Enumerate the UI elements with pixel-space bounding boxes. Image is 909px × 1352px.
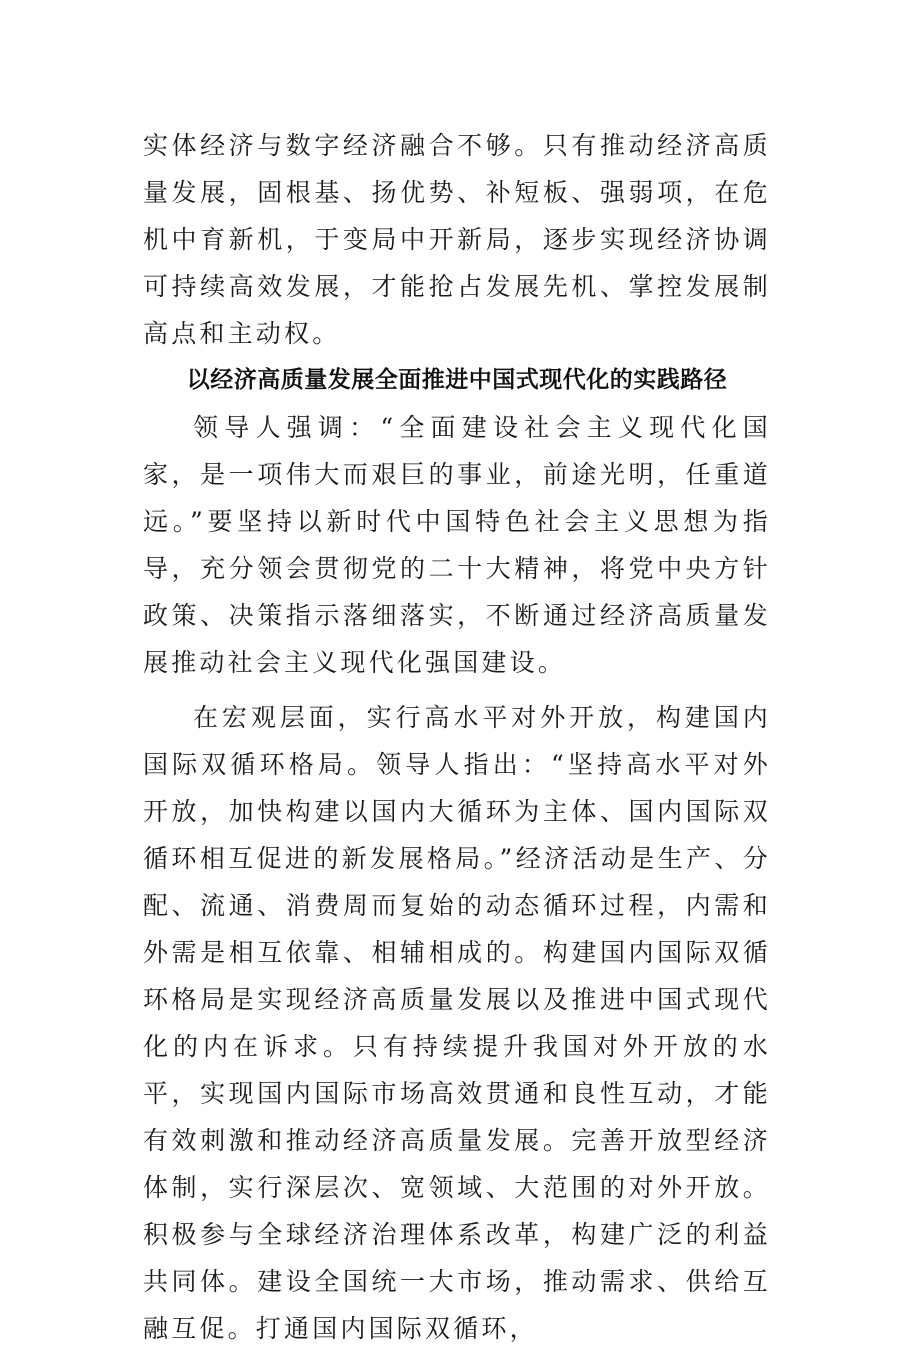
document-body: [143, 122, 771, 1352]
paragraph-continuation: 实体经济与数字经济融合不够。只有推动经济高质量发展，固根基、扬优势、补短板、强弱项，在危机中育新机，于变局中开新局，逐步实现经济协调可持续高效发展，才能抢占发展先机、掌控发展制高点和主动权。: [143, 131, 771, 348]
section-heading: 以经济高质量发展全面推进中国式现代化的实践路径: [186, 367, 728, 393]
paragraph-leader-quote: 领导人强调：“全面建设社会主义现代化国家，是一项伟大而艰巨的事业，前途光明，任重道远。”要坚持以新时代中国特色社会主义思想为指导，充分领会贯彻党的二十大精神，将党中央方针政策、决策指示落细落实，不断通过经济高质量发展推动社会主义现代化强国建设。: [143, 413, 771, 677]
paragraph-macro-level: 在宏观层面，实行高水平对外开放，构建国内国际双循环格局。领导人指出：“坚持高水平对外开放，加快构建以国内大循环为主体、国内国际双循环相互促进的新发展格局。”经济活动是生产、分配、流通、消费周而复始的动态循环过程，内需和外需是相互依靠、相辅相成的。构建国内国际双循环格局是实现经济高质量发展以及推进中国式现代化的内在诉求。只有持续提升我国对外开放的水平，实现国内国际市场高效贯通和良性互动，才能有效刺激和推动经济高质量发展。完善开放型经济体制，实行深层次、宽领域、大范围的对外开放。积极参与全球经济治理体系改革，构建广泛的利益共同体。建设全国统一大市场，推动需求、供给互融互促。打通国内国际双循环，: [143, 703, 771, 1343]
